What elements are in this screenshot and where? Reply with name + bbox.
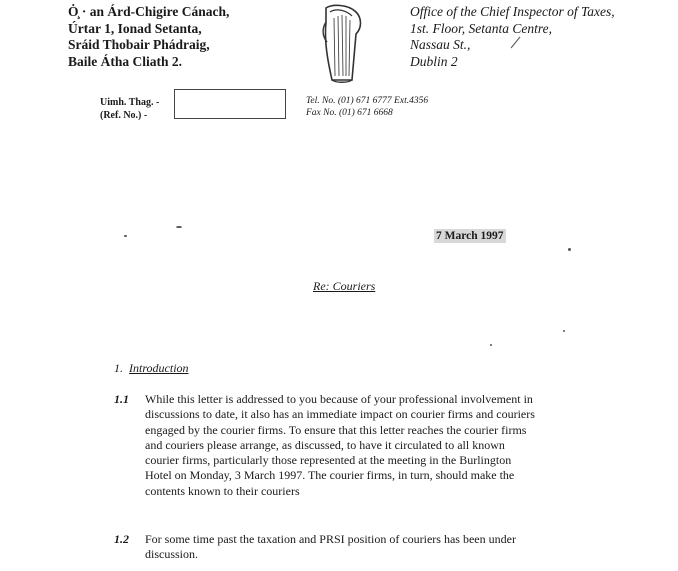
paragraph-line: engaged by the courier firms. To ensure that this letter reaches the courier firms <box>145 422 527 437</box>
paragraph-number: 1.2 <box>114 532 129 546</box>
irish-address-line: Ȯ̧ · an Árd-Chigire Cánach, <box>68 4 230 19</box>
paragraph-number: 1.1 <box>114 392 129 406</box>
english-address-line: Office of the Chief Inspector of Taxes, <box>410 4 615 19</box>
reference-number-box <box>174 89 286 119</box>
paragraph-line: and couriers please arrange, as discussed, to have it circulated to all known <box>145 437 505 452</box>
paragraph-line: discussion. <box>145 547 199 562</box>
irish-address-line: Úrtar 1, Ionad Setanta, <box>68 20 202 36</box>
irish-address-line: Sráid Thobair Phádraig, <box>68 37 210 52</box>
contact-numbers <box>306 95 428 119</box>
english-address-line: Dublin 2 <box>410 53 458 69</box>
pen-mark <box>508 36 522 50</box>
paragraph-line: While this letter is addressed to you because of your professional involvement in <box>145 392 533 406</box>
letter-date: 7 March 1997 <box>436 230 504 242</box>
paragraph-line: For some time past the taxation and PRSI position of couriers has been under <box>145 532 516 546</box>
reference-label <box>100 96 159 122</box>
paragraph-line: Hotel on Monday, 3 March 1997. The courier firms, in turn, should make the <box>145 468 515 483</box>
scan-speck <box>124 235 127 237</box>
irish-address <box>68 4 229 70</box>
scan-speck <box>176 226 182 228</box>
section-number: 1. <box>114 361 123 375</box>
paragraph-body <box>145 532 585 563</box>
reference-label-irish: Uimh. Thag. - <box>100 97 160 108</box>
section-heading <box>114 361 189 376</box>
paragraph-line: courier firms, particularly those represented at the meeting in the Burlington <box>145 453 512 468</box>
paragraph-line: contents known to their couriers <box>145 483 300 498</box>
harp-emblem-icon <box>318 2 366 84</box>
english-address-line: 1st. Floor, Setanta Centre, <box>410 20 552 36</box>
scan-speck <box>490 344 492 346</box>
fax-number: Fax No. (01) 671 6668 <box>306 108 393 118</box>
irish-address-line: Baile Átha Cliath 2. <box>68 53 183 69</box>
english-address-line: Nassau St., <box>410 37 471 52</box>
scan-speck <box>568 248 571 251</box>
telephone-number: Tel. No. (01) 671 6777 Ext.4356 <box>306 96 429 106</box>
paragraph-line: discussions to date, it also has an immediate impact on courier firms and couriers <box>145 407 535 422</box>
subject-line: Re: Couriers <box>313 279 376 293</box>
scan-speck <box>563 330 565 332</box>
paragraph-body <box>145 392 585 499</box>
section-title: Introduction <box>129 361 189 375</box>
reference-label-english: (Ref. No.) - <box>100 110 148 121</box>
